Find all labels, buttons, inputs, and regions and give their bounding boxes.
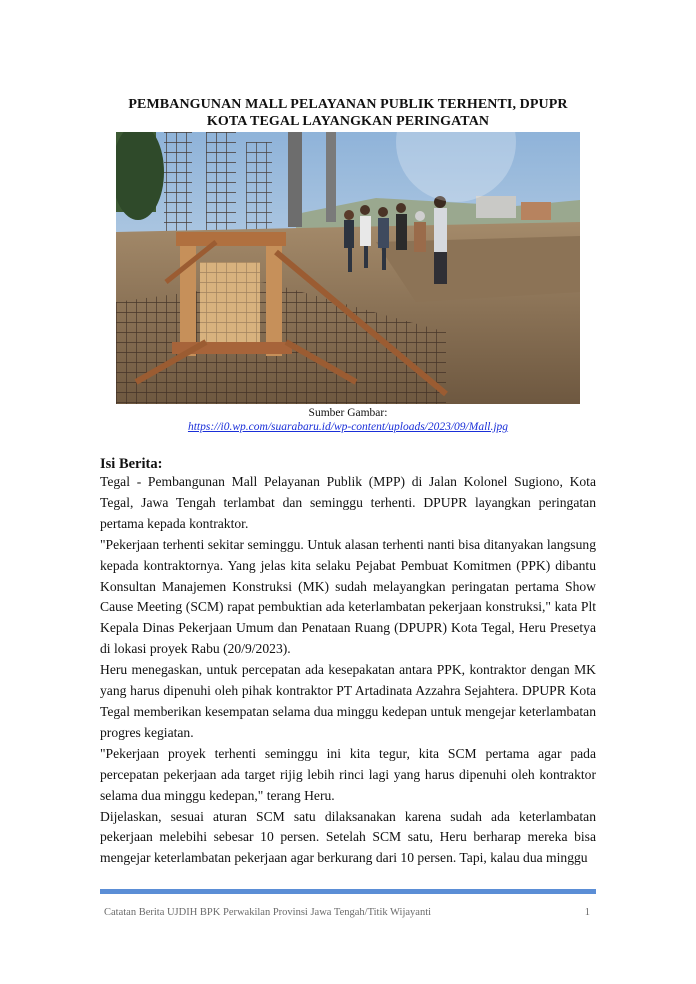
caption-source-link[interactable]: https://i0.wp.com/suarabaru.id/wp-content/uploads/2023/09/Mall.jpg [187,421,509,433]
footer-text: Catatan Berita UJDIH BPK Perwakilan Provinsi Jawa Tengah/Titik Wijayanti [104,907,432,918]
document-title [100,96,596,130]
paragraph: Dijelaskan, sesuai aturan SCM satu dilaksanakan karena sudah ada keterlambatan pekerjaan melebihi sebesar 10 persen. Setelah SCM satu, Heru berharap mereka bisa mengejar keterlambatan pekerjaan agar berkurang dari 10 persen. Tapi, kalau dua minggu [100,808,596,866]
section-label: Isi Berita: [100,456,163,472]
paragraph: "Pekerjaan terhenti sekitar seminggu. Untuk alasan terhenti nanti bisa ditanyakan langsung kepada kontraktornya. Yang jelas kita selaku Pejabat Pembuat Komitmen (PPK) dibantu Konsultan Manajemen Konstruksi (MK) sudah melayangkan peringatan pertama Show Cause Meeting (SCM) rapat pembuktian ada keterlambatan pekerjaan konstruksi," kata Plt Kepala Dinas Pekerjaan Umum dan Penataan Ruang (DPUPR) Kota Tegal, Heru Presetya di lokasi proyek Rabu (20/9/2023). [100,536,596,657]
construction-site-photo [116,132,580,404]
paragraph: Heru menegaskan, untuk percepatan ada kesepakatan antara PPK, kontraktor dengan MK yang harus dipenuhi oleh pihak kontraktor PT Artadinata Azzahra Sejahtera. DPUPR Kota Tegal memberikan kesempatan selama dua minggu kedepan untuk mengejar keterlambatan progres kegiatan. [100,662,596,740]
footer-divider [100,889,596,894]
caption-label: Sumber Gambar: [308,407,388,419]
paragraph: "Pekerjaan proyek terhenti seminggu ini kita tegur, kita SCM pertama agar pada percepatan pekerjaan ada target rijig lebih rinci lagi yang harus dipenuhi oleh kontraktor selama dua minggu kedepan," terang Heru. [100,745,596,803]
paragraph: Tegal - Pembangunan Mall Pelayanan Publik (MPP) di Jalan Kolonel Sugiono, Kota Tegal, Jawa Tengah terlambat dan seminggu terhenti. DPUPR layangkan peringatan pertama kepada kontraktor. [100,474,596,531]
title-line-2: KOTA TEGAL LAYANGKAN PERINGATAN [206,114,490,129]
title-line-1: PEMBANGUNAN MALL PELAYANAN PUBLIK TERHENTI, DPUPR [128,97,568,112]
article-body [100,472,596,869]
page-number: 1 [584,907,590,918]
image-caption [100,406,596,434]
